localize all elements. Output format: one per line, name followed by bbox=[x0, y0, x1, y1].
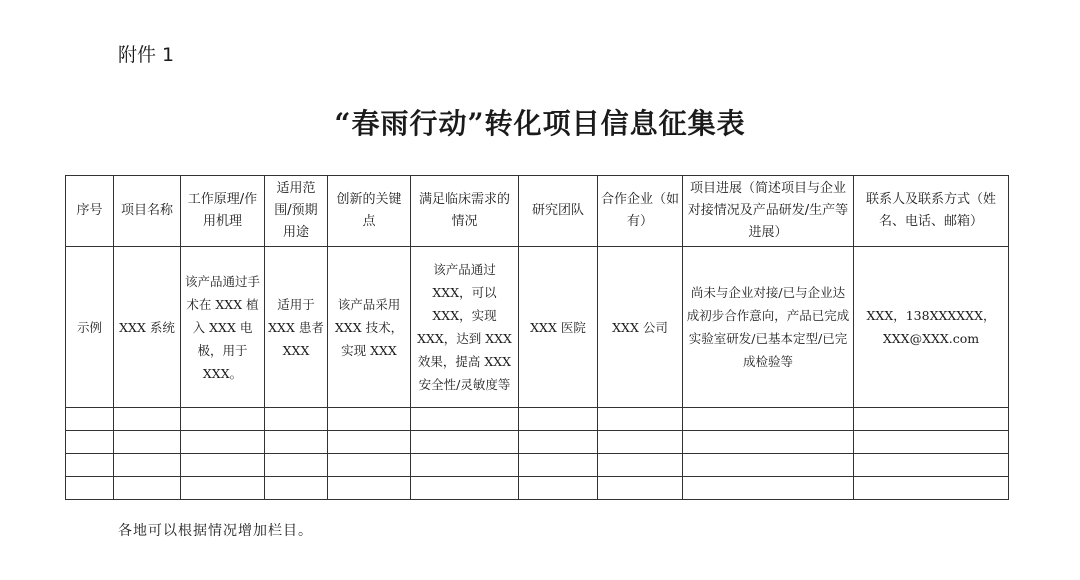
header-project-name: 项目名称 bbox=[114, 176, 181, 247]
table-row bbox=[66, 477, 1009, 500]
example-partner-company: XXX 公司 bbox=[598, 247, 683, 408]
header-scope-of-use: 适用范围/预期用途 bbox=[265, 176, 328, 247]
header-project-progress: 项目进展（简述项目与企业对接情况及产品研发/生产等进展） bbox=[683, 176, 854, 247]
example-row bbox=[66, 247, 1009, 408]
example-clinical-need: 该产品通过 XXX，可以 XXX，实现 XXX，达到 XXX 效果，提高 XXX 安全性/灵敏度等 bbox=[411, 247, 519, 408]
example-working-principle: 该产品通过手术在 XXX 植入 XXX 电极，用于 XXX。 bbox=[181, 247, 265, 408]
form-title: “春雨行动”转化项目信息征集表 bbox=[334, 107, 746, 140]
header-working-principle: 工作原理/作用机理 bbox=[181, 176, 265, 247]
table-row bbox=[66, 431, 1009, 454]
header-clinical-need: 满足临床需求的情况 bbox=[411, 176, 519, 247]
table-row bbox=[66, 454, 1009, 477]
header-contact: 联系人及联系方式（姓名、电话、邮箱） bbox=[854, 176, 1009, 247]
attachment-label: 附件 1 bbox=[118, 44, 175, 66]
info-collection-table bbox=[65, 175, 1009, 500]
example-project-progress: 尚未与企业对接/已与企业达成初步合作意向，产品已完成实验室研发/已基本定型/已完成检验等 bbox=[683, 247, 854, 408]
example-project-name: XXX 系统 bbox=[114, 247, 181, 408]
header-index: 序号 bbox=[66, 176, 114, 247]
header-partner-company: 合作企业（如有） bbox=[598, 176, 683, 247]
example-research-team: XXX 医院 bbox=[519, 247, 598, 408]
footnote: 各地可以根据情况增加栏目。 bbox=[118, 523, 313, 539]
header-key-innovation: 创新的关键点 bbox=[328, 176, 411, 247]
example-index: 示例 bbox=[66, 247, 114, 408]
example-key-innovation: 该产品采用 XXX 技术，实现 XXX bbox=[328, 247, 411, 408]
example-scope-of-use: 适用于 XXX 患者 XXX bbox=[265, 247, 328, 408]
example-contact: XXX，138XXXXXX，XXX@XXX.com bbox=[854, 247, 1009, 408]
header-research-team: 研究团队 bbox=[519, 176, 598, 247]
header-row bbox=[66, 176, 1009, 247]
table-row bbox=[66, 408, 1009, 431]
